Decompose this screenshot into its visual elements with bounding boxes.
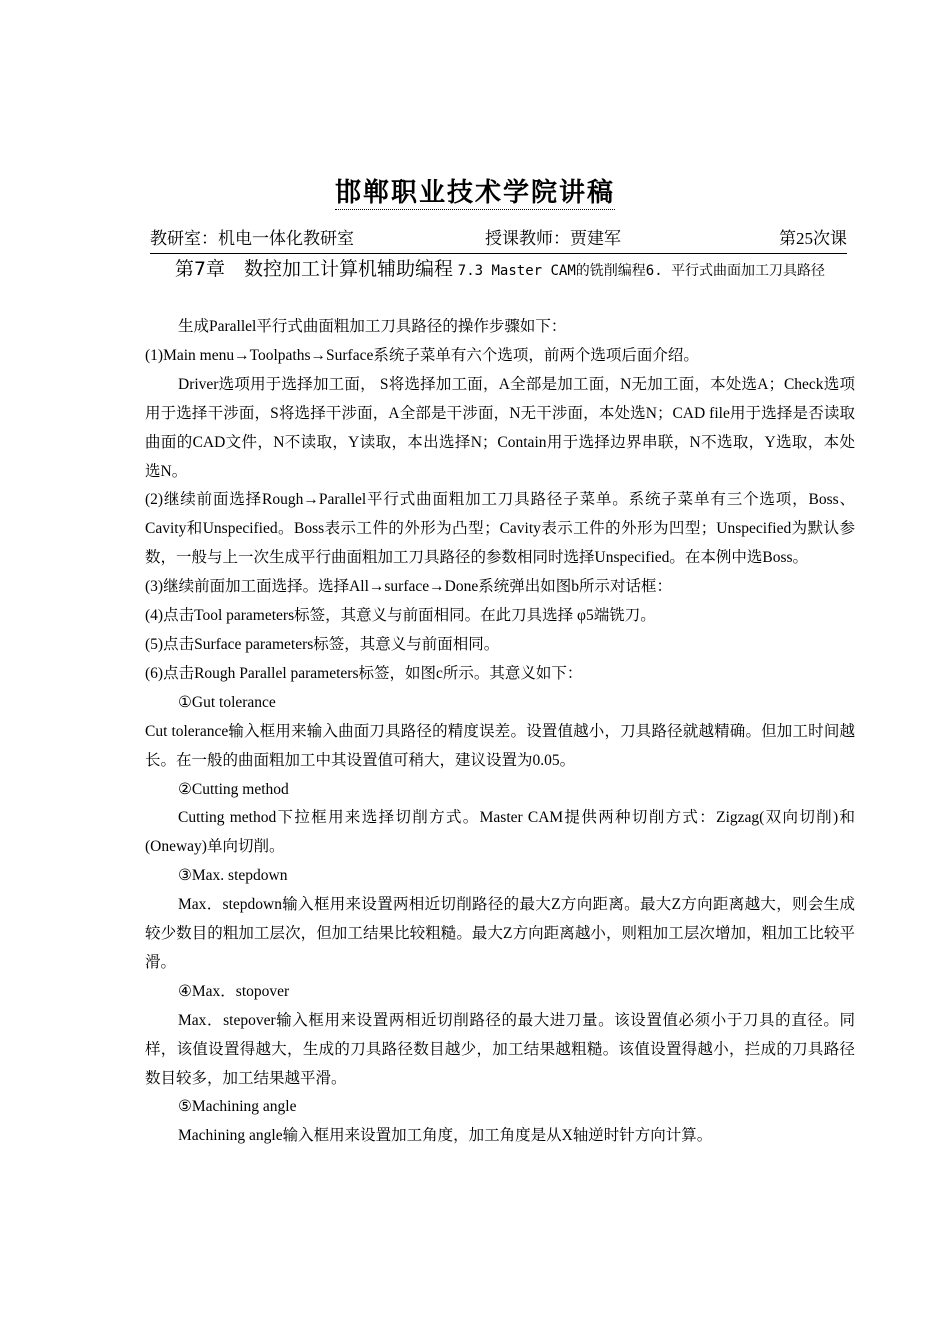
paragraph: (6)点击Rough Parallel parameters标签，如图c所示。其意义如下： <box>145 664 583 682</box>
chapter-title: 第7章 数控加工计算机辅助编程 <box>174 258 454 280</box>
paragraph: Max．stepover输入框用来设置两相近切削路径的最大进刀量。该设置值必须小于刀具的直径。同样，该值设置得越大，生成的刀具路径数目越少，加工结果越粗糙。该值设置得越小，拦成的刀具路径数目较多，加工结果越平滑。 <box>145 1011 855 1087</box>
header-info-row <box>150 227 847 254</box>
subheading: ②Cutting method <box>178 780 289 798</box>
subheading: ⑤Machining angle <box>178 1098 297 1116</box>
paragraph: Machining angle输入框用来设置加工角度，加工角度是从X轴逆时针方向计算。 <box>178 1127 713 1145</box>
subheading: ①Gut tolerance <box>178 693 276 711</box>
paragraph: (1)Main menu→Toolpaths→Surface系统子菜单有六个选项，前两个选项后面介绍。 <box>145 346 699 364</box>
chapter-heading <box>145 257 855 283</box>
subheading: ④Max．stopover <box>178 982 290 1000</box>
teacher-label: 授课教师：贾建军 <box>485 229 621 248</box>
document-title-text: 邯郸职业技术学院讲稿 <box>334 178 615 208</box>
paragraph: 生成Parallel平行式曲面粗加工刀具路径的操作步骤如下： <box>178 318 567 335</box>
paragraph: Cutting method下拉框用来选择切削方式。Master CAM提供两种切削方式：Zigzag(双向切削)和(Oneway)单向切削。 <box>145 809 855 856</box>
document-title <box>0 176 950 210</box>
paragraph: (4)点击Tool parameters标签，其意义与前面相同。在此刀具选择 φ5端铣刀。 <box>145 607 656 625</box>
paragraph: Cut tolerance输入框用来输入曲面刀具路径的精度误差。设置值越小，刀具路径就越精确。但加工时间越长。在一般的曲面粗加工中其设置值可稍大，建议设置为0.05。 <box>145 722 855 769</box>
department-label: 教研室：机电一体化教研室 <box>150 229 354 248</box>
paragraph: (5)点击Surface parameters标签，其意义与前面相同。 <box>145 635 500 653</box>
document-body <box>145 313 855 1151</box>
paragraph: Max．stepdown输入框用来设置两相近切削路径的最大Z方向距离。最大Z方向距离越大，则会生成较少数目的粗加工层次，但加工结果比较粗糙。最大Z方向距离越小，则粗加工层次增加，粗加工比较平滑。 <box>145 896 855 971</box>
subheading: ③Max. stepdown <box>178 867 288 885</box>
paragraph: Driver选项用于选择加工面， S将选择加工面，A全部是加工面，N无加工面，本处选A；Check选项用于选择干涉面，S将选择干涉面，A全部是干涉面，N无干涉面，本处选N；CAD file用于选择是否读取曲面的CAD文件，N不读取，Y读取，本出选择N；Contain用于选择边界串联，N不选取，Y选取，本处选N。 <box>145 375 855 480</box>
lesson-number: 第25次课 <box>779 229 847 248</box>
paragraph: (3)继续前面加工面选择。选择All→surface→Done系统弹出如图b所示对话框： <box>145 578 672 596</box>
paragraph: (2)继续前面选择Rough→Parallel平行式曲面粗加工刀具路径子菜单。系统子菜单有三个选项，Boss、Cavity和Unspecified。Boss表示工件的外形为凸型；Cavity表示工件的外形为凹型；Unspecified为默认参数，一般与上一次生成平行曲面粗加工刀具路径的参数相同时选择Unspecified。在本例中选Boss。 <box>145 491 855 567</box>
section-title: 7.3 Master CAM的铣削编程6. 平行式曲面加工刀具路径 <box>457 263 826 279</box>
